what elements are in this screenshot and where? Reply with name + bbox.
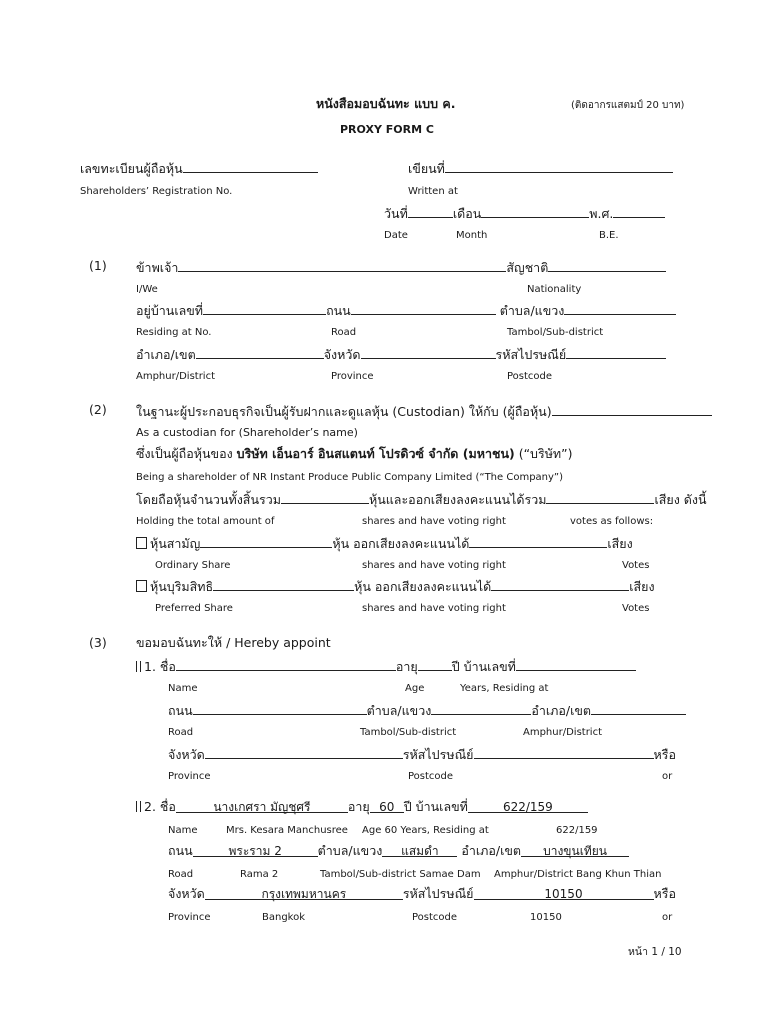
proxy-2-road-field[interactable]: พระราม 2 [193,844,318,857]
written-at-label-th: เขียนที่ [408,161,445,176]
written-at-label-en: Written at [408,186,458,197]
tambol-field[interactable] [564,302,676,315]
proxy-2-name-label-th: 2. ชื่อ [144,799,176,814]
shares-vote-label-th: หุ้นและออกเสียงลงคะแนนได้รวม [368,492,547,507]
residing-field[interactable] [203,302,326,315]
proxy-2-province-label-en: Province [168,912,211,923]
being-shareholder-en: Being a shareholder of NR Instant Produce Public Company Limited (“The Company”) [136,472,564,483]
month-field[interactable] [481,205,589,218]
proxy-2-name-field[interactable]: นางเกศรา มัญชุศรี [176,800,348,813]
ordinary-votes-label-en: Votes [622,560,650,571]
nationality-label-th: สัญชาติ [506,260,549,275]
total-shares-field[interactable] [281,491,369,504]
postcode-label-th: รหัสไปรษณีย์ [495,347,567,362]
proxy-2-road-label-th: ถนน [168,843,193,858]
proxy-1-amphur-label-th: อำเภอ/เขต [531,703,592,718]
proxy-2-postcode-field[interactable]: 10150 [474,887,654,900]
reg-no-label-th: เลขทะเบียนผู้ถือหุ้น [80,161,183,176]
holding-label-th: โดยถือหุ้นจำนวนทั้งสิ้นรวม [136,492,281,507]
amphur-label-en: Amphur/District [136,371,216,382]
total-votes-field[interactable] [546,491,654,504]
proxy-1-road-label-en: Road [168,727,194,738]
proxy-2-postcode-label-en: Postcode [412,912,458,923]
tambol-label-en: Tambol/Sub-district [507,327,604,338]
amphur-row [136,346,666,362]
road-label-th: ถนน [326,303,351,318]
proxy-2-house-label-th: ปี บ้านเลขที่ [403,799,468,814]
preferred-row [136,578,655,594]
proxy-2-tambol-label-th: ตำบล/แขวง [317,843,383,858]
custodian-label-th: ในฐานะผู้ประกอบธุรกิจเป็นผู้รับฝากและดูแลหุ้น (Custodian) ให้กับ (ผู้ถือหุ้น) [136,404,552,419]
ordinary-row [136,535,633,551]
amphur-label-th: อำเภอ/เขต [136,347,196,362]
residing-label-th: อยู่บ้านเลขที่ [136,303,204,318]
proxy-1-name-field[interactable] [176,658,396,671]
proxy-1-name-label-en: Name [168,683,198,694]
proxy-1-postcode-label-th: รหัสไปรษณีย์ [402,747,474,762]
proxy-1-house-field[interactable] [516,658,636,671]
tambol-label-th: ตำบล/แขวง [499,303,565,318]
amphur-field[interactable] [196,346,324,359]
date-field[interactable] [408,205,453,218]
proxy-2-road-label-en: Road [168,869,194,880]
date-row [384,205,665,221]
i-we-label-th: ข้าพเจ้า [136,260,179,275]
preferred-votes-field[interactable] [491,578,629,591]
proxy-1-road-label-th: ถนน [168,703,193,718]
stamp-duty-note: (ติดอากรแสตมป์ 20 บาท) [571,100,685,111]
proxy-2-road-row [168,844,629,858]
proxy-1-tambol-label-en: Tambol/Sub-district [360,727,457,738]
preferred-vote-label-th: เสียง [629,579,655,594]
proxy-2-road-en: Rama 2 [240,869,279,880]
proxy-1-amphur-label-en: Amphur/District [523,727,603,738]
be-label-th: พ.ศ. [589,206,614,221]
proxy-2-postcode-label-th: รหัสไปรษณีย์ [402,886,474,901]
preferred-votes-label-en: Votes [622,603,650,614]
shares-vote-label-en: shares and have voting right [362,516,506,527]
proxy-2-amphur-label-th: อำเภอ/เขต [461,843,522,858]
ordinary-vote-label-th: เสียง [607,536,633,551]
preferred-share-vote-label-th: หุ้น ออกเสียงลงคะแนนได้ [354,579,492,594]
month-label-en: Month [456,230,488,241]
proxy-1-checkbox-left[interactable] [136,661,137,672]
proxy-2-age-years-en: Age 60 Years, Residing at [362,825,489,836]
shareholder-name-field[interactable] [552,403,712,416]
proxy-1-province-label-th: จังหวัด [168,747,205,762]
date-label-en: Date [384,230,408,241]
road-label-en: Road [331,327,357,338]
proxy-1-postcode-label-en: Postcode [408,771,454,782]
postcode-label-en: Postcode [507,371,553,382]
proxy-1-amphur-field[interactable] [591,702,686,715]
ordinary-label-en: Ordinary Share [155,560,231,571]
proxy-1-years-residing-label-en: Years, Residing at [460,683,549,694]
proxy-2-checkbox-left[interactable] [136,801,137,812]
page-number: หน้า 1 / 10 [628,946,682,958]
proxy-1-age-field[interactable] [418,658,452,671]
ordinary-votes-field[interactable] [469,535,607,548]
proxy-1-checkbox-right[interactable] [140,661,141,672]
proxy-1-road-row [168,702,686,718]
i-we-field[interactable] [178,259,506,272]
proxy-1-road-field[interactable] [193,702,367,715]
nationality-field[interactable] [548,259,666,272]
votes-label-th: เสียง ดังนี้ [654,492,707,507]
proxy-1-name-row [136,658,636,674]
section-2-number: (2) [89,402,107,417]
ordinary-share-checkbox[interactable] [136,537,147,549]
title-english: PROXY FORM C [340,123,434,136]
proxy-2-age-field[interactable]: 60 [370,800,404,813]
province-label-th: จังหวัด [323,347,361,362]
proxy-2-province-en: Bangkok [262,912,306,923]
proxy-1-or-label-th: หรือ [653,747,676,762]
proxy-2-amphur-en: Amphur/District Bang Khun Thian [494,869,662,880]
holding-row [136,491,707,507]
being-shareholder-th [136,447,573,461]
proxy-1-tambol-label-th: ตำบล/แขวง [366,703,432,718]
preferred-shares-vote-label-en: shares and have voting right [362,603,506,614]
proxy-2-house-en: 622/159 [556,825,598,836]
proxy-1-tambol-field[interactable] [431,702,531,715]
proxy-2-name-en: Mrs. Kesara Manchusree [226,825,348,836]
preferred-label-th: หุ้นบุริมสิทธิ [150,579,214,594]
proxy-2-or-label-en: or [662,912,673,923]
being-shareholder-suffix: (“บริษัท”) [514,446,573,461]
proxy-2-or-label-th: หรือ [653,886,676,901]
votes-follows-label-en: votes as follows: [570,516,654,527]
proxy-1-name-label-th: 1. ชื่อ [144,659,176,674]
hereby-appoint-label: ขอมอบฉันทะให้ / Hereby appoint [136,635,331,650]
date-label-th: วันที่ [384,206,408,221]
i-we-row [136,259,666,275]
residing-row [136,302,676,318]
proxy-2-province-field[interactable]: กรุงเทพมหานคร [205,887,403,900]
be-label-en: B.E. [599,230,619,241]
proxy-2-postcode-en: 10150 [530,912,562,923]
written-at-field[interactable] [445,160,673,173]
proxy-2-tambol-en: Tambol/Sub-district Samae Dam [320,869,481,880]
province-label-en: Province [331,371,374,382]
preferred-shares-field[interactable] [213,578,354,591]
custodian-row [136,403,712,419]
proxy-2-checkbox-right[interactable] [140,801,141,812]
nationality-label-en: Nationality [527,284,582,295]
postcode-field[interactable] [566,346,666,359]
proxy-2-age-label-th: อายุ [347,799,370,814]
written-at-row [408,160,673,176]
reg-no-field[interactable] [183,160,318,173]
proxy-2-name-row [136,800,588,814]
proxy-2-amphur-field[interactable]: บางขุนเทียน [521,844,629,857]
proxy-1-province-row [168,746,676,762]
company-name-th: บริษัท เอ็นอาร์ อินสแตนท์ โปรดิวซ์ จำกัด (มหาชน) [236,446,515,461]
proxy-2-tambol-field[interactable]: แสมดำ [382,844,457,857]
proxy-2-province-row [168,887,676,901]
ordinary-share-vote-label-th: หุ้น ออกเสียงลงคะแนนได้ [332,536,470,551]
custodian-label-en: As a custodian for (Shareholder’s name) [136,426,358,439]
road-field[interactable] [351,302,496,315]
i-we-label-en: I/We [136,284,158,295]
preferred-label-en: Preferred Share [155,603,233,614]
proxy-1-house-label-th: ปี บ้านเลขที่ [451,659,516,674]
proxy-1-province-field[interactable] [205,746,403,759]
proxy-1-age-label-en: Age [405,683,425,694]
proxy-2-province-label-th: จังหวัด [168,886,205,901]
be-year-field[interactable] [613,205,665,218]
preferred-share-checkbox[interactable] [136,580,147,592]
section-3-number: (3) [89,635,107,650]
holding-label-en: Holding the total amount of [136,516,275,527]
ordinary-label-th: หุ้นสามัญ [150,536,201,551]
residing-label-en: Residing at No. [136,327,212,338]
proxy-2-house-field[interactable]: 622/159 [468,800,588,813]
ordinary-shares-field[interactable] [200,535,332,548]
being-shareholder-prefix: ซึ่งเป็นผู้ถือหุ้นของ [136,446,237,461]
ordinary-shares-vote-label-en: shares and have voting right [362,560,506,571]
proxy-1-age-label-th: อายุ [395,659,418,674]
province-field[interactable] [361,346,496,359]
reg-no-label-en: Shareholders’ Registration No. [80,186,233,197]
proxy-1-or-label-en: or [662,771,673,782]
proxy-1-postcode-field[interactable] [474,746,654,759]
section-1-number: (1) [89,258,107,273]
proxy-1-province-label-en: Province [168,771,211,782]
reg-no-row [80,160,318,176]
proxy-2-name-label-en: Name [168,825,198,836]
month-label-th: เดือน [452,206,482,221]
title-thai: หนังสือมอบฉันทะ แบบ ค. [316,96,456,111]
